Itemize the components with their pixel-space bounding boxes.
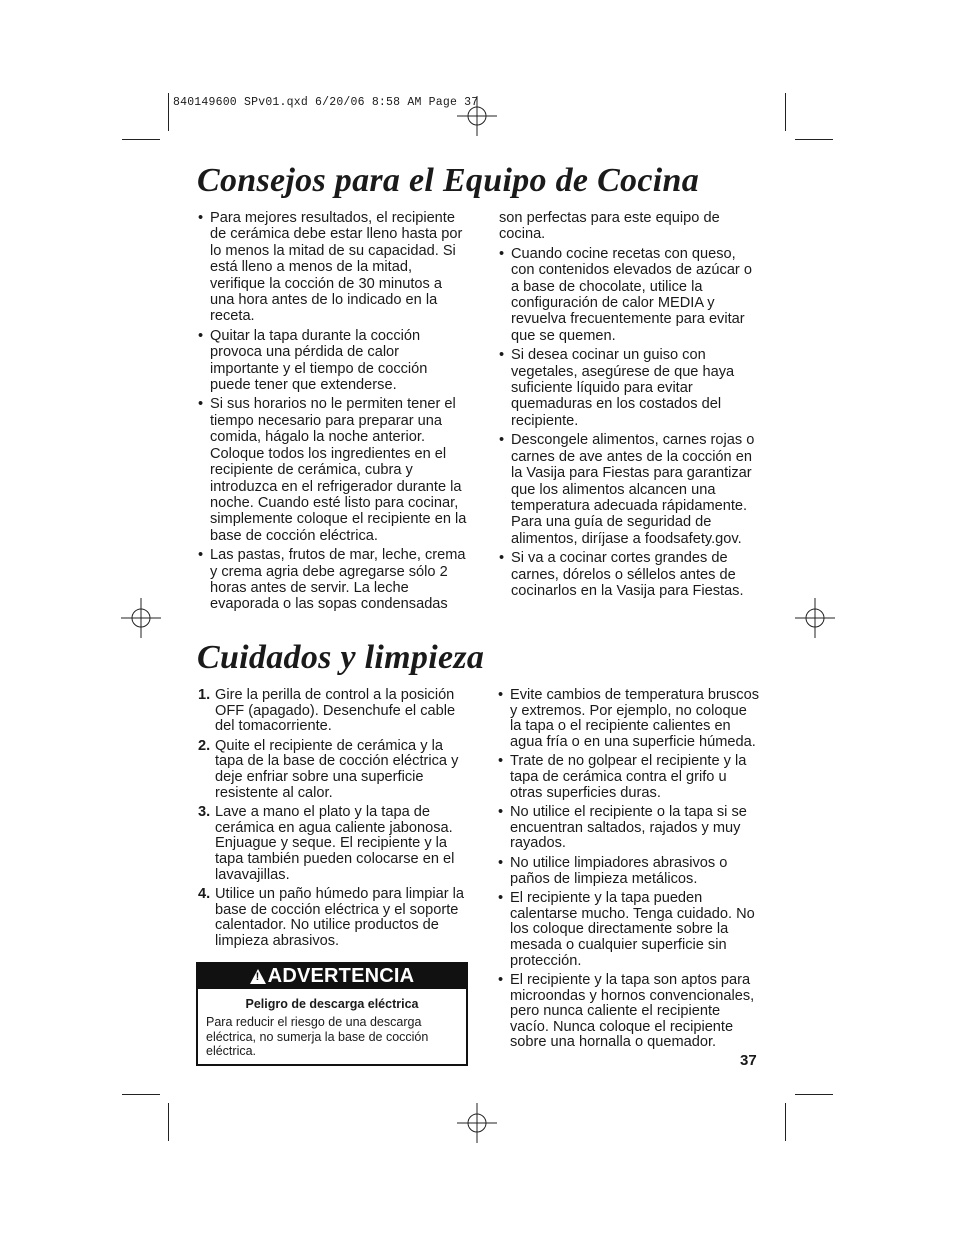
crop-mark: [785, 1103, 786, 1141]
list-item: • No utilice limpiadores abrasivos o paños de limpieza metálicos.: [498, 854, 728, 887]
list-item: • Descongele alimentos, carnes rojas o carnes de ave antes de la cocción en la Vasija para Fiestas para garantizar que los alimentos alcancen una temperatura adecuada rápidamente. Para una guía de seguridad de alimentos, diríjase a foodsafety.gov.: [499, 432, 755, 547]
step-item: 4. Utilice un paño húmedo para limpiar la base de cocción eléctrica y el soporte calentador. No utilice productos de limpieza abrasivos.: [198, 886, 465, 949]
consejos-left-column: [198, 210, 470, 616]
consejos-right-column: [499, 210, 761, 602]
crop-mark: [785, 93, 786, 131]
step-item: 2. Quite el recipiente de cerámica y la tapa de la base de cocción eléctrica y deje enfriar sobre una superficie resistente al calor.: [198, 737, 459, 801]
warning-heading: ADVERTENCIA: [267, 965, 415, 987]
registration-mark-icon: [457, 96, 497, 136]
list-item: • Quitar la tapa durante la cocción provoca una pérdida de calor importante y el tiempo de cocción puede tener que extenderse.: [198, 327, 428, 394]
crop-mark: [168, 93, 169, 131]
list-item: • Si va a cocinar cortes grandes de carnes, dórelos o séllelos antes de cocinarlos en la Vasija para Fiestas.: [499, 550, 744, 599]
warning-body: Para reducir el riesgo de una descarga eléctrica, no sumerja la base de cocción eléctrica.: [206, 1015, 429, 1059]
registration-mark-icon: [121, 598, 161, 638]
step-item: 1. Gire la perilla de control a la posición OFF (apagado). Desenchufe el cable del tomacorriente.: [198, 687, 456, 735]
registration-mark-icon: [795, 598, 835, 638]
list-item: • El recipiente y la tapa pueden calentarse mucho. Tenga cuidado. No los coloque directamente sobre la mesada o cualquier superficie sin protección.: [498, 890, 755, 969]
list-item: • Trate de no golpear el recipiente y la tapa de cerámica contra el grifo u otras superficies duras.: [498, 753, 747, 801]
crop-mark: [122, 139, 160, 140]
warning-box: [196, 962, 468, 1066]
warning-triangle-icon: !: [250, 969, 266, 984]
section-title-cuidados: Cuidados y limpieza: [197, 639, 485, 676]
crop-mark: [795, 139, 833, 140]
list-item: • Evite cambios de temperatura bruscos y extremos. Por ejemplo, no coloque la tapa o el recipiente calientes en agua fría o en una superficie húmeda.: [498, 687, 760, 750]
list-item-continuation: son perfectas para este equipo de cocina.: [499, 210, 720, 243]
warning-header: [198, 964, 466, 989]
cuidados-right-column: [498, 688, 760, 1055]
warning-subheading: Peligro de descarga eléctrica: [245, 997, 419, 1011]
crop-mark: [168, 1103, 169, 1141]
list-item: • No utilice el recipiente o la tapa si se encuentran saltados, rajados y muy rayados.: [498, 804, 747, 852]
print-slug: 840149600 SPv01.qxd 6/20/06 8:58 AM Page 37: [173, 96, 479, 109]
cuidados-steps-column: [198, 688, 470, 954]
list-item: • Si desea cocinar un guiso con vegetales, asegúrese de que haya suficiente líquido para evitar quemaduras en los costados del recipiente.: [499, 347, 735, 429]
list-item: • Las pastas, frutos de mar, leche, crema y crema agria debe agregarse sólo 2 horas antes de servir. La leche evaporada o las sopas condensadas: [198, 547, 466, 613]
registration-mark-icon: [457, 1103, 497, 1143]
crop-mark: [122, 1094, 160, 1095]
section-title-consejos: Consejos para el Equipo de Cocina: [197, 162, 700, 199]
step-item: 3. Lave a mano el plato y la tapa de cerámica en agua caliente jabonosa. Enjuague y seque. El recipiente y la tapa también pueden colocarse en el lavavajillas.: [198, 804, 455, 883]
crop-mark: [795, 1094, 833, 1095]
list-item: • El recipiente y la tapa son aptos para microondas y hornos convencionales, pero nunca caliente el recipiente vacío. Nunca coloque el recipiente sobre una hornalla o quemador.: [498, 972, 755, 1051]
list-item: • Para mejores resultados, el recipiente de cerámica debe estar lleno hasta por lo menos la mitad de su capacidad. Si está lleno a menos de la mitad, verifique la cocción de 30 minutos a una hora antes de lo indicado en la receta.: [198, 210, 463, 325]
list-item: • Cuando cocine recetas con queso, con contenidos elevados de azúcar o a base de chocolate, utilice la configuración de calor MEDIA y revuelva frecuentemente para evitar que se quemen.: [499, 245, 752, 344]
list-item: • Si sus horarios no le permiten tener el tiempo necesario para preparar una comida, hágalo la noche anterior. Coloque todos los ingredientes en el recipiente de cerámica, cubra y introduzca en el refrigerador durante la noche. Cuando esté listo para cocinar, simplemente coloque el recipiente en la base de cocción eléctrica.: [198, 396, 467, 544]
page-number: 37: [740, 1052, 757, 1069]
